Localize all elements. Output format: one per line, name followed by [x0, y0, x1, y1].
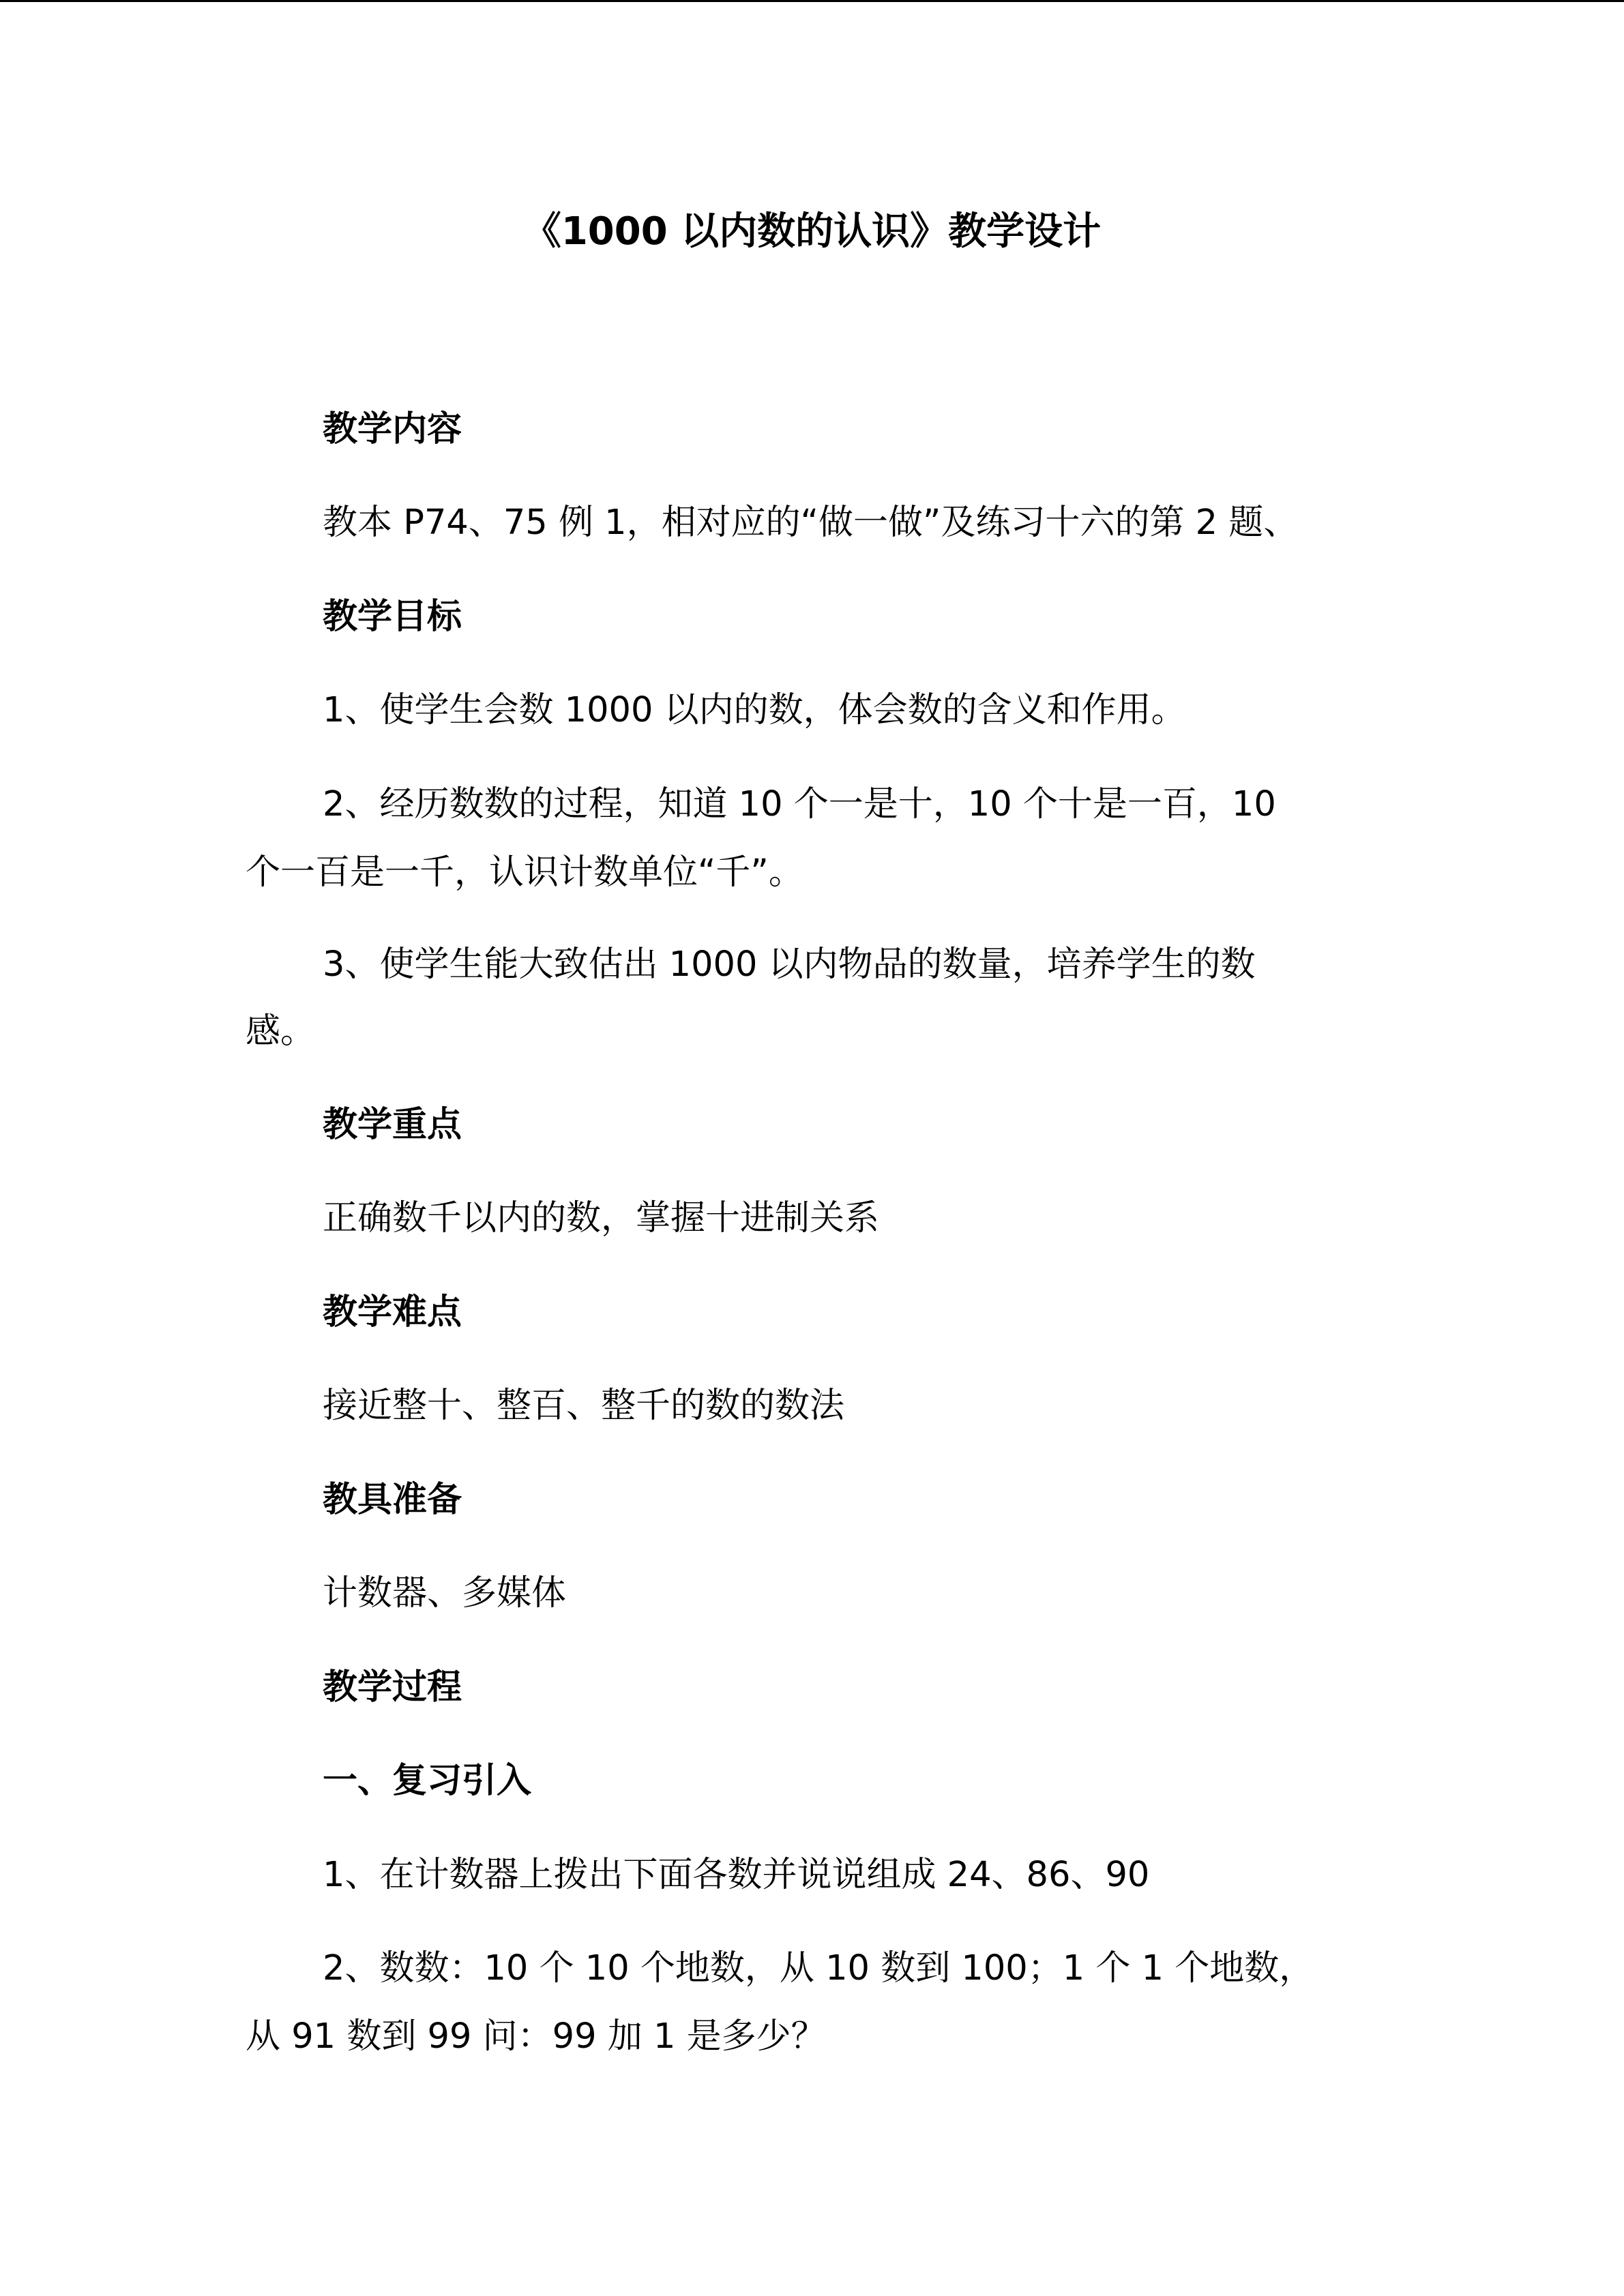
document-title: 《1000 以内数的认识》教学设计	[522, 209, 1102, 254]
paragraph-review-2-line-2: 从 91 数到 99 问：99 加 1 是多少？	[246, 2016, 826, 2057]
paragraph-goal-3-line-2: 感。	[246, 1011, 316, 1052]
paragraph-teaching-content: 教本 P74、75 例 1，相对应的“做一做”及练习十六的第 2 题、	[323, 503, 1299, 543]
heading-teaching-process: 教学过程	[323, 1667, 462, 1708]
paragraph-goal-1: 1、使学生会数 1000 以内的数，体会数的含义和作用。	[323, 690, 1186, 730]
heading-difficulties: 教学难点	[323, 1292, 462, 1332]
heading-teaching-aids: 教具准备	[323, 1480, 462, 1520]
paragraph-goal-3-line-1: 3、使学生能大致估出 1000 以内物品的数量，培养学生的数	[323, 944, 1256, 985]
paragraph-goal-2-line-1: 2、经历数数的过程，知道 10 个一是十，10 个十是一百，10	[323, 784, 1276, 824]
heading-key-points: 教学重点	[323, 1105, 462, 1145]
paragraph-review-2-line-1: 2、数数：10 个 10 个地数，从 10 数到 100；1 个 1 个地数，	[323, 1948, 1314, 1988]
paragraph-goal-2-line-2: 个一百是一千，认识计数单位“千”。	[246, 852, 803, 893]
paragraph-review-1: 1、在计数器上拨出下面各数并说说组成 24、86、90	[323, 1855, 1150, 1895]
heading-review-intro: 一、复习引入	[323, 1761, 532, 1801]
paragraph-difficulties: 接近整十、整百、整千的数的数法	[323, 1386, 845, 1426]
heading-teaching-goals: 教学目标	[323, 597, 462, 637]
paragraph-teaching-aids: 计数器、多媒体	[323, 1573, 567, 1613]
heading-teaching-content: 教学内容	[323, 409, 462, 449]
paragraph-key-points: 正确数千以内的数，掌握十进制关系	[323, 1198, 880, 1238]
